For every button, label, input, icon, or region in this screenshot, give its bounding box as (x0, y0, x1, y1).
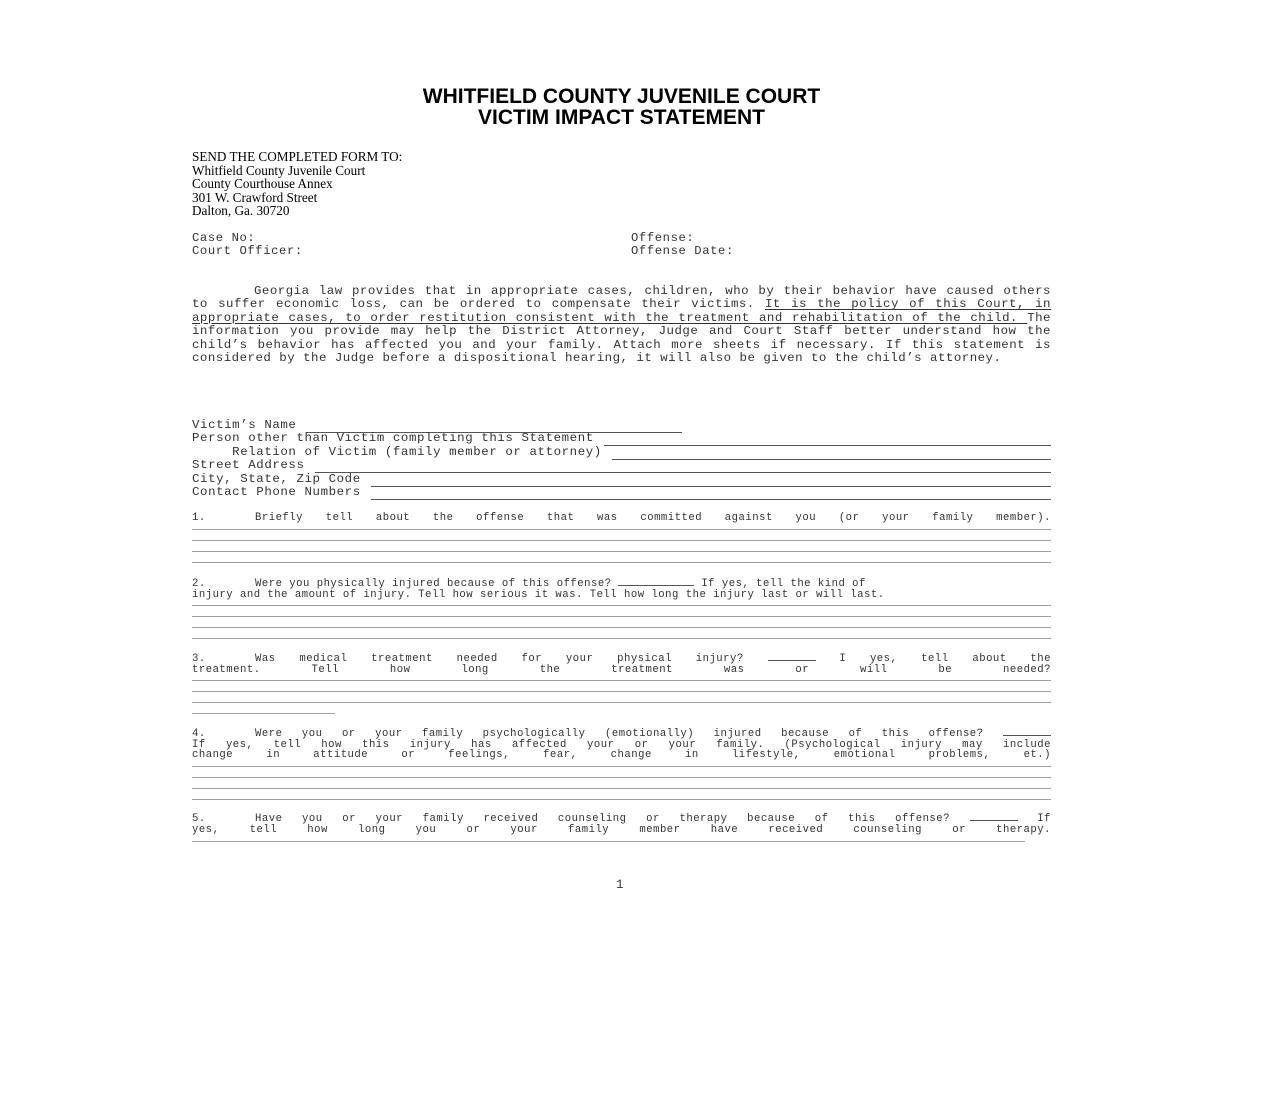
yes-no-blank[interactable] (1003, 727, 1051, 736)
person-other-row (192, 432, 1051, 446)
send-to-address (192, 150, 402, 218)
street-address-field[interactable] (315, 461, 1052, 473)
question-1 (192, 513, 1051, 524)
answer-line[interactable] (192, 841, 1025, 842)
street-address-row (192, 459, 1051, 473)
send-to-heading: SEND THE COMPLETED FORM TO: (192, 149, 403, 164)
answer-line[interactable] (192, 799, 1051, 800)
person-other-label: Person other than Victim completing this Statement (192, 431, 594, 445)
address-line: 301 W. Crawford Street (192, 189, 318, 205)
question-2 (192, 577, 1051, 600)
question-text: Briefly tell about the offense that was committed against you (or your family member). (255, 512, 1051, 524)
answer-line[interactable] (192, 638, 1051, 639)
answer-line[interactable] (192, 788, 1051, 789)
case-no-label: Case No: (192, 231, 256, 245)
intro-text: Georgia law provides that in appropriate cases, children, who by their behavior have caused others to suffer economic loss, can be ordered to compensate their victims. (192, 284, 1051, 312)
question-text: Have you or your family received counseling or therapy because of this offense? (255, 813, 951, 825)
city-state-zip-field[interactable] (371, 475, 1051, 487)
answer-line[interactable] (192, 691, 1051, 692)
question-number: 1. (192, 512, 206, 524)
answer-line[interactable] (192, 605, 1051, 606)
contact-phone-field[interactable] (371, 488, 1051, 500)
street-address-label: Street Address (192, 458, 305, 472)
question-text-line2: yes, tell how long you or your family member have received counseling or therapy. (192, 823, 1051, 836)
question-text-line3: change in attitude or feelings, fear, change in lifestyle, emotional problems, et.) (192, 749, 1051, 762)
question-text-line2: treatment. Tell how long the treatment was or will be needed? (192, 663, 1051, 676)
question-number: 5. (192, 813, 206, 825)
answer-line[interactable] (192, 777, 1051, 778)
form-title: VICTIM IMPACT STATEMENT (478, 106, 765, 129)
question-text-line2: If yes, tell how this injury has affected your or your family. (Psychological injury may include (192, 738, 1051, 751)
relation-label: Relation of Victim (family member or attorney) (192, 445, 602, 459)
question-number: 2. (192, 578, 206, 590)
question-text: Was medical treatment needed for your physical injury? (255, 653, 744, 665)
yes-no-blank[interactable] (970, 812, 1018, 821)
question-text: Were you or your family psychologically (emotionally) injured because of this offense? (255, 728, 984, 740)
answer-line[interactable] (192, 713, 335, 714)
intro-text-continued: The information you provide may help the District Attorney, Judge and Court Staff better understand how the child’s behavior has affected you and your family. Attach more sheets if necessary. If this statement is considered by the Judge before a dispositional hearing, it will also be given to the child’s attorney. (192, 310, 1051, 366)
answer-line[interactable] (192, 562, 1051, 563)
question-number: 4. (192, 728, 206, 740)
page-number: 1 (616, 878, 624, 892)
question-text-line2: injury and the amount of injury. Tell how serious it was. Tell how long the injury last or will last. (192, 588, 885, 601)
answer-line[interactable] (192, 627, 1051, 628)
person-other-field[interactable] (604, 434, 1051, 446)
answer-line[interactable] (192, 680, 1051, 681)
answer-line[interactable] (192, 529, 1051, 530)
address-line: Dalton, Ga. 30720 (192, 203, 290, 219)
question-text-continued: I yes, tell about the (839, 653, 1051, 665)
answer-line[interactable] (192, 540, 1051, 541)
question-4 (192, 727, 1051, 761)
victim-name-label: Victim’s Name (192, 418, 297, 432)
city-state-zip-label: City, State, Zip Code (192, 472, 361, 486)
address-line: Whitfield County Juvenile Court (192, 162, 366, 178)
relation-field[interactable] (612, 448, 1051, 460)
offense-label: Offense: (631, 231, 695, 245)
yes-no-blank[interactable] (618, 577, 694, 586)
court-title: WHITFIELD COUNTY JUVENILE COURT (422, 85, 821, 108)
court-officer-label: Court Officer: (192, 244, 303, 258)
answer-line[interactable] (192, 766, 1051, 767)
relation-row (192, 446, 1051, 460)
intro-paragraph (192, 285, 1051, 365)
question-text: Were you physically injured because of this offense? (255, 578, 612, 590)
offense-date-label: Offense Date: (631, 244, 734, 258)
answer-line[interactable] (192, 551, 1051, 552)
yes-no-blank[interactable] (768, 652, 816, 661)
question-text-continued: If yes, tell the kind of (701, 578, 866, 590)
answer-line[interactable] (192, 702, 1051, 703)
question-3 (192, 652, 1051, 675)
question-5 (192, 812, 1051, 835)
contact-phone-row (192, 486, 1051, 500)
contact-phone-label: Contact Phone Numbers (192, 485, 361, 499)
court-policy-text: It is the policy of this Court, in appropriate cases, to order restitution consistent with the treatment and rehabilitation of the child. (192, 297, 1051, 325)
answer-line[interactable] (192, 616, 1051, 617)
question-number: 3. (192, 653, 206, 665)
question-text-continued: If (1037, 813, 1052, 825)
address-line: County Courthouse Annex (192, 176, 333, 192)
